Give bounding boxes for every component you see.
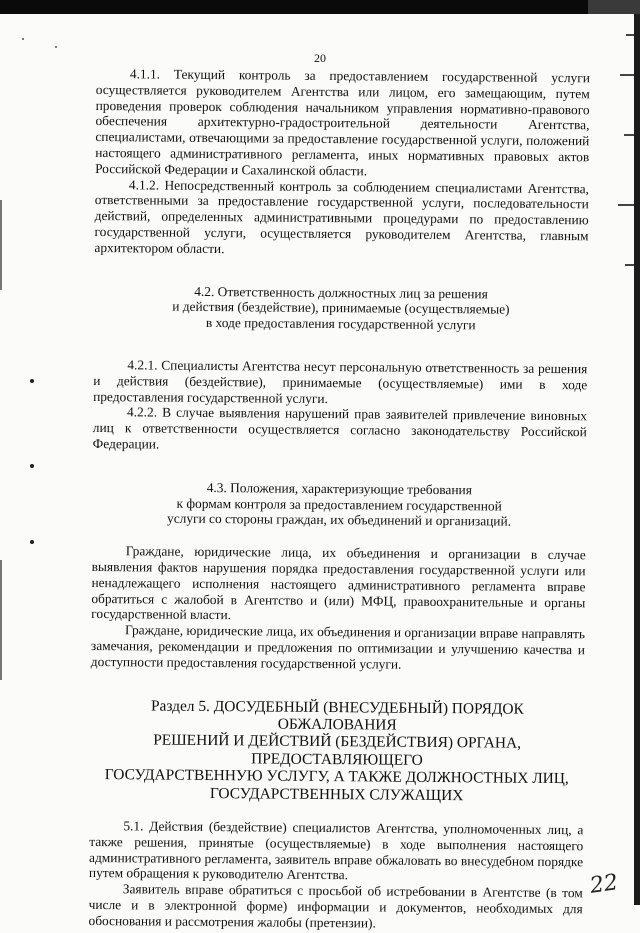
- scan-top-border-notch: [588, 0, 640, 14]
- scan-artifact: [618, 204, 634, 206]
- scan-top-border: [0, 0, 640, 14]
- heading-4-3-line-3: услуги со стороны граждан, их объединений и организаций.: [166, 510, 512, 529]
- paragraph-4-3-a: Граждане, юридические лица, их объединения и организации в случае выявления фактов нарушения порядка предоставления государственной услуги или ненадлежащего исполнения настоящего административного регламента вправе обратиться с жалобой в Агентство и (или) МФЦ, правоохранительные и органы государственной власти.: [91, 543, 586, 623]
- paragraph-4-1-2: 4.1.2. Непосредственный контроль за соблюдением специалистами Агентства, ответственными за предоставление государственной услуги, последовательности действий, определенных административными процедурами по предоставлению государственной услуги, осуществляется руководителем Агентства, главным архитектором области.: [94, 176, 590, 256]
- paragraph-4-1-1: 4.1.1. Текущий контроль за предоставлением государственной услуги осуществляется руководителем Агентства или лицом, его замещающим, путем проведения проверок соблюдения начальником управления нормативно-правового обеспечения архитектурно-градостроительной деятельности Агентства, специалистами, отвечающими за предоставление государственной услуги, положений настоящего административного регламента, иных нормативных правовых актов Российской Федерации и Сахалинской области.: [95, 66, 590, 179]
- document-body: [88, 66, 590, 933]
- heading-4-3-line-2: к формам контроля за предоставлением государственной: [176, 495, 502, 514]
- paragraph-5-1-b: Заявитель вправе обратиться с просьбой об истребовании в Агентстве (в том числе и в электронной форме) информации и документов, необходимых для обоснования и рассмотрения жалобы (претензии).: [88, 881, 583, 931]
- paragraph-4-2-1: 4.2.1. Специалисты Агентства несут персональную ответственность за решения и действия (бездействие), принимаемые (осуществляемые) ими в ходе предоставления государственной услуги.: [93, 357, 588, 406]
- paragraph-4-3-b: Граждане, юридические лица, их объединения и организации вправе направлять замечания, рекомендации и предложения по оптимизации и улучшению качества и доступности предоставления государственной услуги.: [90, 622, 586, 672]
- scan-right-border: [634, 14, 640, 905]
- handwritten-page-number: 22: [588, 870, 620, 899]
- paragraph-5-1: 5.1. Действия (бездействие) специалистов Агентства, уполномоченных лиц, а также решения, принятые (осуществляемые) в ходе выполнения настоящего административного регламента, заявитель вправе обжаловать во внесудебном порядке путем обращения к руководителю Агентства.: [88, 818, 584, 883]
- page-number: 20: [314, 51, 326, 65]
- paragraph-4-2-2: 4.2.2. В случае выявления нарушений прав заявителей привлечение виновных лиц к ответственности осуществляется согласно законодательству Российской Федерации.: [92, 404, 588, 452]
- hole-punch-dot: [30, 379, 34, 383]
- scan-artifact: [624, 134, 634, 136]
- scan-speck: [22, 38, 24, 40]
- scan-artifact: [620, 74, 634, 76]
- hole-punch-dot: [30, 464, 34, 468]
- hole-punch-dot: [30, 540, 34, 544]
- scan-artifact: [626, 34, 634, 36]
- scan-left-edge-mark: [0, 200, 2, 290]
- scan-left-edge-mark: [0, 560, 2, 680]
- heading-4-2-line-3: в ходе предоставления государственной услуги: [205, 315, 476, 333]
- heading-4-2-line-2: и действия (бездействие), принимаемые (осуществляемые): [172, 299, 510, 317]
- scan-speck: [55, 46, 57, 48]
- heading-section-5-line-1: Раздел 5. ДОСУДЕБНЫЙ (ВНЕСУДЕБНЫЙ) ПОРЯДОК ОБЖАЛОВАНИЯ: [150, 697, 524, 734]
- heading-4-3-line-1: 4.3. Положения, характеризующие требования: [206, 479, 472, 498]
- heading-section-5-line-2: РЕШЕНИЙ И ДЕЙСТВИЙ (БЕЗДЕЙСТВИЯ) ОРГАНА, ПРЕДОСТАВЛЯЮЩЕГО: [153, 731, 522, 769]
- heading-4-2-line-1: 4.2. Ответственность должностных лиц за решения: [194, 283, 488, 301]
- scan-artifact: [625, 264, 634, 266]
- heading-section-5-line-3: ГОСУДАРСТВЕННУЮ УСЛУГУ, А ТАКЖЕ ДОЛЖНОСТНЫХ ЛИЦ,: [104, 766, 569, 788]
- heading-section-5-line-4: ГОСУДАРСТВЕННЫХ СЛУЖАЩИХ: [209, 784, 464, 804]
